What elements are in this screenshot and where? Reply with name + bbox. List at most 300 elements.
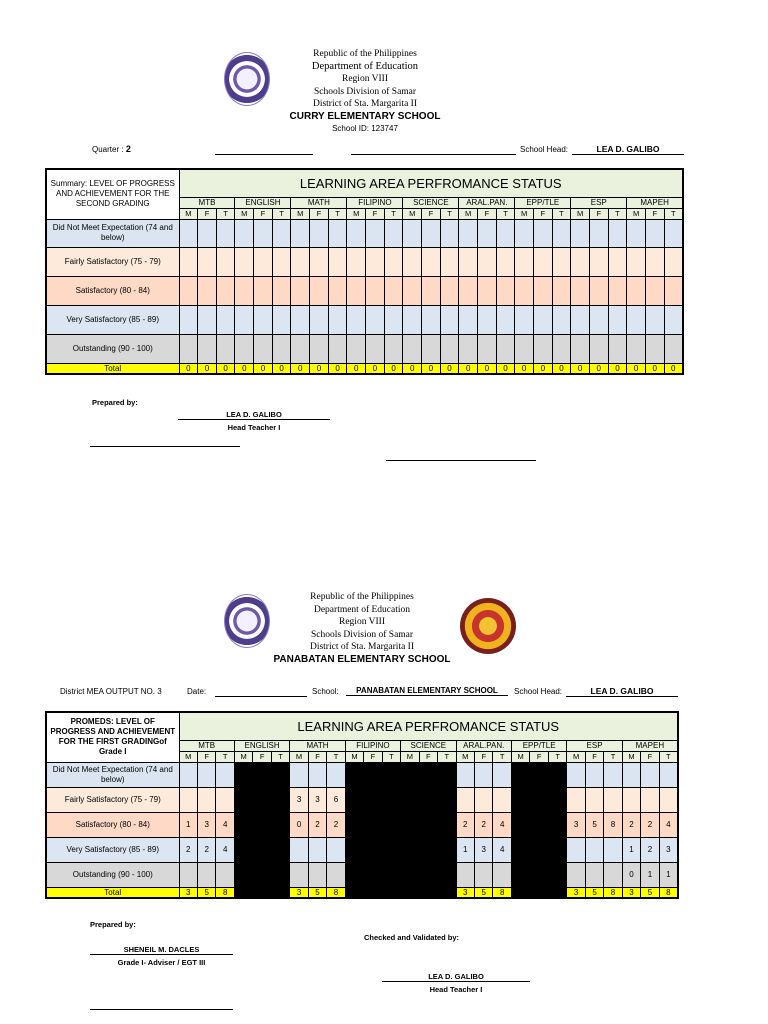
school-head-name: LEA D. GALIBO [572,144,684,155]
table-row [46,787,678,812]
data-cell [345,862,363,887]
data-cell [345,812,363,837]
data-cell [272,276,291,305]
data-cell [571,305,590,334]
subcolumn-header: M [345,751,363,762]
data-cell [478,247,497,276]
total-cell: 0 [328,363,347,374]
data-cell [530,787,548,812]
data-cell [198,276,217,305]
data-cell [548,762,566,787]
data-cell [291,334,310,363]
category-label: Did Not Meet Expectation (74 and below) [46,219,179,247]
subject-header: FILIPINO [345,740,400,751]
total-cell: 0 [515,363,534,374]
prepared-by-label: Prepared by: [92,398,138,407]
data-cell [364,837,382,862]
data-cell [197,787,215,812]
data-cell [530,837,548,862]
data-cell [459,219,478,247]
data-cell [308,837,326,862]
data-cell [328,305,347,334]
category-label: Did Not Meet Expectation (74 and below) [46,762,179,787]
data-cell [271,812,289,837]
data-cell [272,219,291,247]
total-cell [438,887,456,898]
data-cell: 6 [327,787,345,812]
data-cell [659,762,678,787]
subject-header: EPP/TLE [515,197,571,208]
data-cell [478,219,497,247]
data-cell [459,276,478,305]
total-label: Total [46,363,179,374]
data-cell [382,837,400,862]
data-cell [515,276,534,305]
subcolumn-header: T [664,208,683,219]
quarter-value: 2 [125,144,131,154]
signature-line [386,460,536,461]
data-cell [571,276,590,305]
data-cell [533,219,552,247]
data-cell [533,276,552,305]
subcolumn-header: F [641,751,659,762]
data-cell [493,862,511,887]
signer-name: LEA D. GALIBO [178,410,330,420]
data-cell: 2 [308,812,326,837]
total-cell: 0 [459,363,478,374]
summary-label: PROMEDS: LEVEL OF PROGRESS AND ACHIEVEMENT FOR THE FIRST GRADINGof Grade I [46,712,179,762]
data-cell [254,276,273,305]
subcolumn-header: F [645,208,664,219]
table-title: LEARNING AREA PERFROMANCE STATUS [179,712,678,740]
data-cell [608,247,627,276]
data-cell [382,862,400,887]
subcolumn-header: F [308,751,326,762]
subject-header: FILIPINO [347,197,403,208]
data-cell [496,334,515,363]
adviser-title: Grade I- Adviser / EGT III [117,958,206,967]
total-cell: 0 [384,363,403,374]
data-cell: 1 [659,862,678,887]
data-cell [328,219,347,247]
signature-line [90,1009,233,1010]
data-cell [664,219,683,247]
checked-validated-label: Checked and Validated by: [364,933,460,942]
data-cell [253,812,271,837]
data-cell [475,762,493,787]
data-cell [571,334,590,363]
subject-header: ARAL.PAN. [456,740,511,751]
report2-letterhead [262,591,462,666]
data-cell [291,276,310,305]
data-cell [440,247,459,276]
subject-header: MAPEH [627,197,683,208]
data-cell: 2 [641,812,659,837]
total-cell: 0 [422,363,441,374]
data-cell [438,862,456,887]
subcolumn-header: F [310,208,329,219]
letterhead-line: Schools Division of Samar [313,86,417,97]
data-cell: 0 [290,812,308,837]
subcolumn-header: T [384,208,403,219]
data-cell [589,334,608,363]
data-cell [496,276,515,305]
data-cell [234,762,252,787]
data-cell [589,276,608,305]
data-cell [475,787,493,812]
data-cell [533,334,552,363]
subject-header: MTB [179,740,234,751]
subject-header: SCIENCE [403,197,459,208]
total-cell: 0 [440,363,459,374]
data-cell [552,334,571,363]
total-cell: 3 [567,887,585,898]
data-cell [571,247,590,276]
data-cell [401,762,419,787]
data-cell [253,787,271,812]
data-cell [585,762,603,787]
data-cell [253,862,271,887]
data-cell [511,787,529,812]
data-cell [197,762,215,787]
data-cell [179,276,198,305]
data-cell [496,305,515,334]
data-cell [419,812,437,837]
subcolumn-header: M [291,208,310,219]
data-cell [253,837,271,862]
category-label: Satisfactory (80 - 84) [46,812,179,837]
letterhead-line: Region VIII [342,74,388,84]
data-cell [384,247,403,276]
data-cell [548,862,566,887]
subcolumn-header: T [608,208,627,219]
total-cell [511,887,529,898]
data-cell [496,219,515,247]
total-cell: 0 [179,363,198,374]
letterhead-line: Department of Education [313,604,411,615]
data-cell [456,862,474,887]
subject-header: ARAL.PAN. [459,197,515,208]
data-cell [216,762,234,787]
data-cell [272,334,291,363]
data-cell [664,276,683,305]
data-cell [567,837,585,862]
data-cell [456,762,474,787]
total-cell: 0 [496,363,515,374]
data-cell [235,219,254,247]
data-cell [254,219,273,247]
data-cell [197,862,215,887]
data-cell [533,305,552,334]
data-cell [478,334,497,363]
total-cell: 0 [552,363,571,374]
subject-header: SCIENCE [401,740,456,751]
data-cell: 3 [308,787,326,812]
data-cell [567,762,585,787]
data-cell [459,305,478,334]
total-cell: 3 [179,887,197,898]
data-cell [438,837,456,862]
data-cell [627,305,646,334]
data-cell [291,247,310,276]
data-cell [364,787,382,812]
data-cell [589,247,608,276]
subcolumn-header: T [382,751,400,762]
data-cell [347,276,366,305]
data-cell [235,305,254,334]
category-label: Satisfactory (80 - 84) [46,276,179,305]
head-teacher-name: LEA D. GALIBO [382,972,530,982]
data-cell [456,787,474,812]
total-cell: 3 [290,887,308,898]
total-cell: 5 [641,887,659,898]
data-cell [422,276,441,305]
data-cell [347,334,366,363]
data-cell [328,276,347,305]
data-cell [216,247,235,276]
total-cell: 8 [493,887,511,898]
table-row [46,812,678,837]
data-cell [254,305,273,334]
data-cell [548,787,566,812]
subject-header: ENGLISH [235,197,291,208]
total-cell: 0 [403,363,422,374]
data-cell [272,247,291,276]
subcolumn-header: M [456,751,474,762]
data-cell [310,305,329,334]
subcolumn-header: M [459,208,478,219]
subcolumn-header: F [198,208,217,219]
total-cell: 8 [327,887,345,898]
data-cell: 3 [290,787,308,812]
date-line [215,696,307,697]
subcolumn-header: T [440,208,459,219]
school-head-label: School Head: [520,145,569,154]
data-cell [198,334,217,363]
data-cell [216,276,235,305]
data-cell: 3 [659,837,678,862]
data-cell [216,219,235,247]
signer-title: Head Teacher I [227,423,281,432]
data-cell [585,787,603,812]
subject-header: MATH [291,197,347,208]
data-cell [515,219,534,247]
data-cell [419,862,437,887]
data-cell: 3 [197,812,215,837]
subcolumn-header: T [493,751,511,762]
data-cell [291,305,310,334]
data-cell [515,334,534,363]
data-cell [290,837,308,862]
subject-header: MAPEH [622,740,678,751]
subcolumn-header: M [235,208,254,219]
data-cell [552,219,571,247]
data-cell [179,762,197,787]
data-cell [548,837,566,862]
total-cell: 5 [197,887,215,898]
data-cell [419,787,437,812]
table-row [46,247,683,276]
data-cell [530,862,548,887]
data-cell [198,219,217,247]
data-cell [366,334,385,363]
data-cell [234,787,252,812]
table-row [46,276,683,305]
total-cell: 0 [366,363,385,374]
data-cell [589,219,608,247]
total-cell: 0 [589,363,608,374]
table-row [46,762,678,787]
data-cell [345,787,363,812]
data-cell [179,305,198,334]
table-row [46,862,678,887]
total-cell: 0 [627,363,646,374]
data-cell [310,276,329,305]
data-cell [604,787,622,812]
total-cell [364,887,382,898]
category-label: Fairly Satisfactory (75 - 79) [46,787,179,812]
prepared-by-label: Prepared by: [90,920,136,929]
subcolumn-header: T [438,751,456,762]
samar-division-seal-icon [460,598,516,654]
data-cell [645,276,664,305]
data-cell [310,219,329,247]
data-cell [216,787,234,812]
data-cell [310,334,329,363]
subcolumn-header: F [475,751,493,762]
data-cell [645,247,664,276]
report1-letterhead [265,48,465,136]
table-row [46,219,683,247]
data-cell [440,276,459,305]
data-cell [608,334,627,363]
data-cell: 2 [622,812,640,837]
table-row [46,837,678,862]
data-cell [659,787,678,812]
data-cell [511,862,529,887]
data-cell [290,762,308,787]
subject-header: EPP/TLE [511,740,566,751]
subject-header: ENGLISH [234,740,289,751]
school-id: School ID: 123747 [332,124,398,133]
data-cell [382,787,400,812]
total-cell: 0 [216,363,235,374]
total-cell [382,887,400,898]
data-cell [401,787,419,812]
data-cell [627,219,646,247]
data-cell [271,762,289,787]
subject-header: MTB [179,197,235,208]
deped-seal-icon [224,52,270,106]
subcolumn-header: T [272,208,291,219]
table-row [46,305,683,334]
data-cell [511,812,529,837]
data-cell [585,837,603,862]
total-cell: 0 [254,363,273,374]
subject-header: ESP [571,197,627,208]
subcolumn-header: M [347,208,366,219]
data-cell [627,247,646,276]
data-cell [608,305,627,334]
data-cell [198,247,217,276]
data-cell: 1 [641,862,659,887]
data-cell [234,862,252,887]
data-cell [253,762,271,787]
data-cell [179,247,198,276]
subcolumn-header: M [622,751,640,762]
data-cell [478,305,497,334]
data-cell [366,219,385,247]
subcolumn-header: T [327,751,345,762]
data-cell [440,219,459,247]
total-cell: 8 [604,887,622,898]
letterhead-line: District of Sta. Margarita II [312,99,418,109]
data-cell [271,837,289,862]
data-cell [440,305,459,334]
total-label: Total [46,887,179,898]
data-cell [627,276,646,305]
data-cell [401,862,419,887]
data-cell: 4 [493,812,511,837]
quarter-field [92,144,131,154]
total-cell: 0 [235,363,254,374]
total-cell: 0 [272,363,291,374]
data-cell [608,276,627,305]
data-cell [235,334,254,363]
data-cell [530,762,548,787]
data-cell [179,862,197,887]
subcolumn-header: F [364,751,382,762]
data-cell [664,305,683,334]
data-cell [198,305,217,334]
subcolumn-header: T [552,208,571,219]
subcolumn-header: T [216,751,234,762]
subcolumn-header: M [290,751,308,762]
data-cell [622,762,640,787]
subcolumn-header: T [548,751,566,762]
subcolumn-header: F [253,751,271,762]
data-cell [511,837,529,862]
data-cell [422,305,441,334]
data-cell [548,812,566,837]
total-cell: 0 [291,363,310,374]
report2-performance-table [45,711,679,899]
data-cell [364,812,382,837]
school-label: School: [312,687,339,696]
data-cell [401,812,419,837]
data-cell [403,334,422,363]
data-cell [493,787,511,812]
data-cell [604,837,622,862]
data-cell [347,219,366,247]
data-cell [608,219,627,247]
data-cell [585,862,603,887]
subcolumn-header: T [216,208,235,219]
data-cell [347,305,366,334]
data-cell: 2 [475,812,493,837]
data-cell: 2 [197,837,215,862]
letterhead-line: Republic of the Philippines [310,592,414,602]
data-cell [552,247,571,276]
total-cell: 8 [659,887,678,898]
data-cell [382,812,400,837]
data-cell: 3 [475,837,493,862]
data-cell [604,762,622,787]
subcolumn-header: T [496,208,515,219]
total-cell [253,887,271,898]
adviser-name: SHENEIL M. DACLES [90,945,233,955]
total-cell: 0 [347,363,366,374]
